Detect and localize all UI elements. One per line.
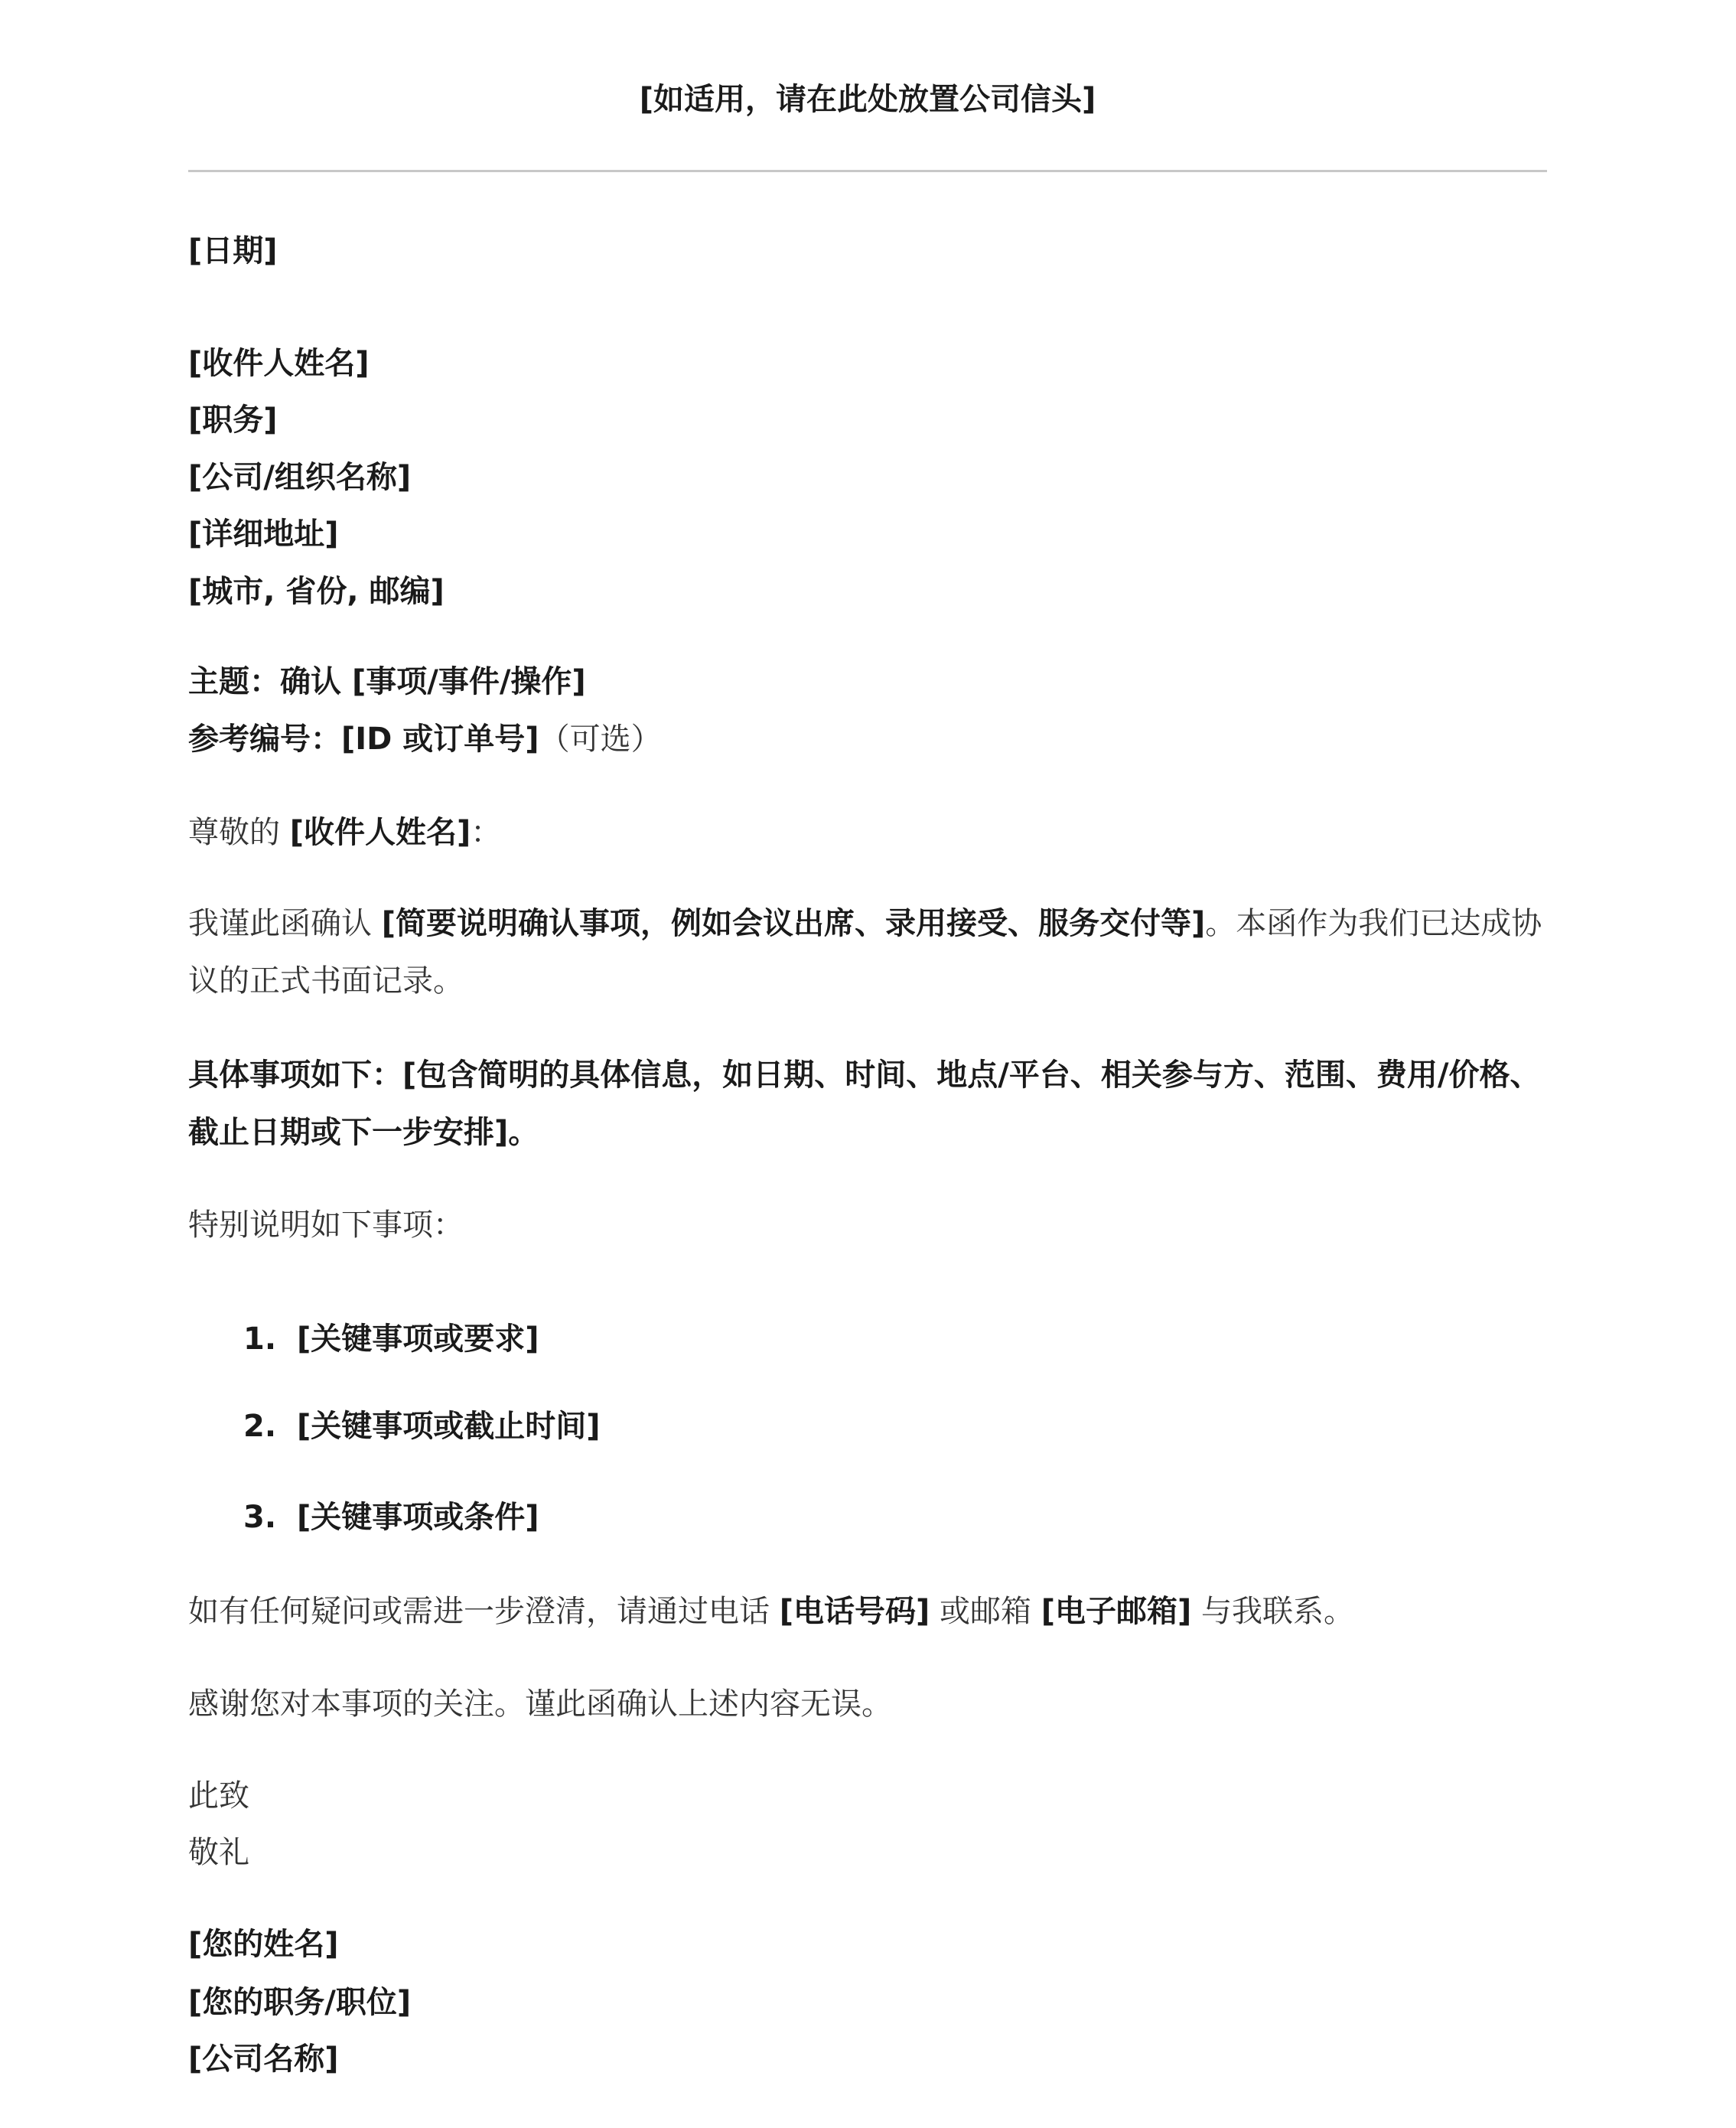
paragraph-confirmation [188,895,1547,1010]
para1-bold: [简要说明确认事项，例如会议出席、录用接受、服务交付等] [381,906,1206,941]
reference-label: 参考编号： [188,722,341,757]
contact-email: [电子邮箱] [1041,1594,1192,1629]
list-item-text: [关键事项或要求] [297,1321,539,1357]
para1-lead: 我谨此函确认 [188,906,382,941]
reference-line [188,716,662,762]
subject-line [188,659,586,705]
header-divider [188,170,1547,172]
signature-title: [您的职务/职位] [188,1985,412,2020]
subject-value: [事项/事件/操作] [351,664,586,699]
thanks-paragraph: 感谢您对本事项的关注。谨此函确认上述内容无误。 [188,1686,892,1722]
recipient-company: [公司/组织名称] [188,460,412,495]
para1-rest: 。本函作为我们已达成协议的正式书面记录。 [188,906,1542,999]
contact-phone: [电话号码] [779,1594,930,1629]
special-intro: 特别说明如下事项： [188,1207,464,1243]
contact-lead: 如有任何疑问或需进一步澄清，请通过电话 [188,1594,780,1629]
closing-line-1: 此致 [188,1778,249,1814]
subject-label: 主题： [188,664,280,699]
contact-end: 与我联系。 [1191,1594,1354,1629]
list-item-number: 2. [243,1409,277,1444]
salutation-name: [收件人姓名] [289,815,471,850]
recipient-address: [详细地址] [188,517,339,552]
letterhead-placeholder: [如适用，请在此处放置公司信头] [639,82,1096,117]
contact-paragraph [188,1589,1354,1634]
list-item-number: 1. [243,1321,277,1357]
subject-prefix: 确认 [280,664,352,699]
contact-mid: 或邮箱 [930,1594,1041,1629]
recipient-city-line: [城市, 省份, 邮编] [188,574,445,609]
list-item [243,1316,539,1362]
salutation-prefix: 尊敬的 [188,815,290,850]
closing-line-2: 敬礼 [188,1835,249,1870]
reference-note: （可选） [539,722,662,757]
list-item-text: [关键事项或条件] [297,1500,539,1535]
salutation [188,810,501,855]
paragraph-details: 具体事项如下：[包含简明的具体信息，如日期、时间、地点/平台、相关参与方、范围、费用/价格、截止日期或下一步安排]。 [188,1057,1541,1150]
signature-name: [您的姓名] [188,1927,339,1962]
salutation-suffix: ： [471,815,502,850]
list-item [243,1494,539,1540]
list-item [243,1403,601,1449]
recipient-title: [职务] [188,402,278,438]
date-field: [日期] [188,233,278,269]
list-item-number: 3. [243,1500,277,1535]
list-item-text: [关键事项或截止时间] [297,1409,601,1444]
recipient-name: [收件人姓名] [188,346,370,381]
signature-company: [公司名称] [188,2042,339,2077]
reference-value: [ID 或订单号] [341,722,539,757]
